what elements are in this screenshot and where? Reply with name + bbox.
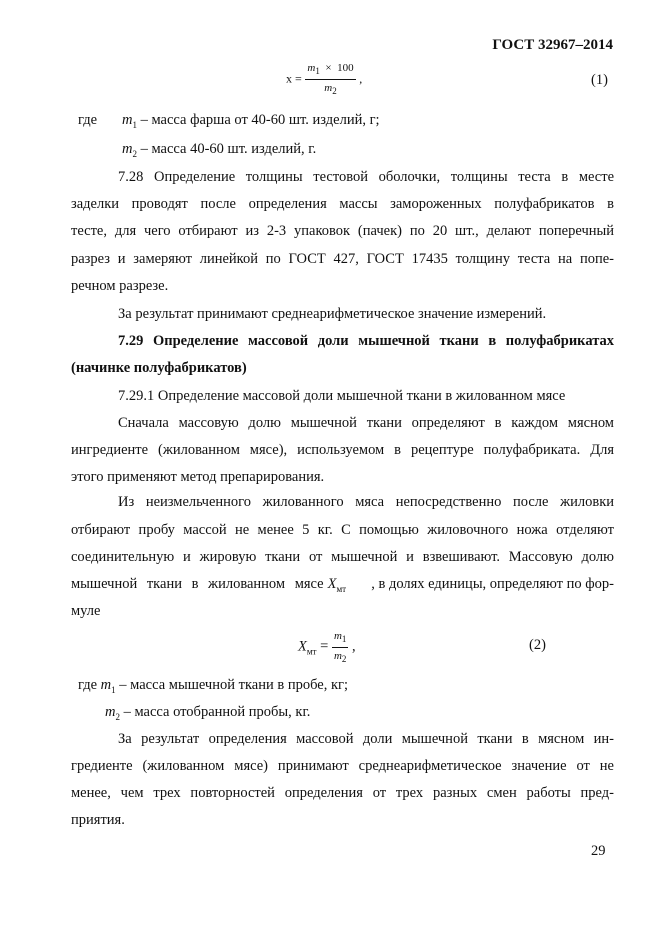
p728-line-5: речном разрезе. (71, 278, 169, 294)
page-number: 29 (591, 843, 606, 859)
where-1-m1-sub: 1 (132, 119, 137, 130)
where-2-m2-sub: 2 (115, 711, 120, 722)
formula-1-number: (1) (591, 72, 608, 88)
where-1-m1-text: – масса фарша от 40-60 шт. изделий, г; (140, 112, 380, 128)
p728-line-2: заделки проводят после определения массы замороженных полуфабрикатов в (71, 196, 614, 212)
formula-1-trail: , (359, 71, 363, 86)
formula-1-num-var: m (307, 62, 316, 74)
h729-line-2: (начинке полуфабрикатов) (71, 360, 247, 376)
pfinal-line-2: гредиенте (жилованном мясе) принимают среднеарифметическое значение от не (71, 758, 614, 774)
psample-line-4 (71, 576, 614, 594)
where-2-m1-text: – масса мышечной ткани в пробе, кг; (119, 677, 348, 693)
where-1-m2-var: m (122, 141, 133, 157)
pfirst-line-2: ингредиенте (жилованном мясе), используемом в рецептуре полуфабриката. Для (71, 442, 614, 458)
formula-1-den-sub: 2 (332, 85, 337, 96)
p728-result: За результат принимают среднеарифметическое значение измерений. (118, 306, 547, 322)
formula-2-den-var: m (333, 649, 342, 662)
p728-line-3: тесте, для чего отбирают из 2-3 упаковок (пачек) по 20 шт., делают поперечный (71, 223, 614, 239)
standard-header: ГОСТ 32967–2014 (492, 37, 613, 53)
formula-2-num-sub: 1 (341, 634, 347, 645)
pfirst-line-1: Сначала массовую долю мышечной ткани определяют в каждом мясном (118, 415, 614, 431)
p7291-heading: 7.29.1 Определение массовой доли мышечной ткани в жилованном мясе (118, 388, 566, 404)
where-1-m1-var: m (122, 112, 133, 128)
formula-2-num-var: m (333, 630, 342, 642)
formula-1-lhs: x = (286, 71, 302, 86)
formula-2-lhs-var: X (298, 638, 307, 655)
formula-2 (298, 630, 356, 664)
formula-1-denominator (305, 80, 355, 97)
where-2-m1-var: m (100, 677, 112, 693)
psample-line-4b: , в долях единицы, определяют по фор- (371, 576, 614, 592)
formula-2-eq: = (320, 638, 329, 655)
where-2-m2-var: m (105, 704, 116, 720)
where-2-m1-sub: 1 (111, 684, 116, 695)
pfinal-line-4: приятия. (71, 812, 125, 828)
formula-1-fraction (305, 62, 355, 96)
formula-2-numerator (332, 630, 348, 648)
formula-2-fraction (332, 630, 348, 664)
p728-line-1: 7.28 Определение толщины тестовой оболочки, толщины теста в месте (118, 169, 614, 185)
xmt-symbol (328, 576, 347, 594)
where-2-m2-text: – масса отобранной пробы, кг. (123, 704, 311, 720)
where-1-m2 (122, 141, 316, 159)
pfirst-line-3: этого применяют метод препарирования. (71, 469, 325, 485)
psample-line-1: Из неизмельченного жилованного мяса непосредственно после жиловки (118, 494, 614, 510)
p728-line-4: разрез и замеряют линейкой по ГОСТ 427, ГОСТ 17435 толщину теста на попе- (71, 251, 614, 267)
psample-line-3: соединительную и жировую ткани от мышечной и взвешивают. Массовую долю (71, 549, 614, 565)
where-2-label: где (78, 677, 98, 693)
formula-1-numerator (305, 62, 355, 80)
where-1-m2-sub: 2 (132, 148, 137, 159)
xmt-var: X (327, 576, 337, 592)
formula-1-hundred: 100 (337, 62, 354, 74)
formula-2-number: (2) (529, 637, 546, 653)
formula-1-times: × (325, 62, 332, 74)
formula-2-denominator (332, 648, 348, 665)
psample-line-4a: мышечной ткани в жилованном мясе (71, 576, 324, 592)
where-1-m2-text: – масса 40-60 шт. изделий, г. (140, 141, 317, 157)
where-2-m1 (78, 677, 348, 695)
pfinal-line-3: менее, чем трех повторностей определения от трех разных смен работы пред- (71, 785, 614, 801)
formula-2-trail: , (352, 638, 356, 655)
psample-line-2: отбирают пробу массой не менее 5 кг. С помощью жиловочного ножа отделяют (71, 522, 614, 538)
xmt-sub: мт (336, 583, 347, 594)
pfinal-line-1: За результат определения массовой доли мышечной ткани в мясном ин- (118, 731, 614, 747)
where-2-m2 (105, 704, 310, 722)
formula-2-lhs-sub: мт (306, 646, 317, 657)
h729-line-1: 7.29 Определение массовой доли мышечной ткани в полуфабрикатах (118, 333, 614, 349)
formula-1-den-var: m (324, 81, 333, 94)
where-1-m1 (122, 112, 380, 130)
formula-1 (286, 62, 362, 96)
where-1-label: где (78, 112, 98, 128)
psample-line-5: муле (71, 603, 101, 619)
formula-1-num-sub: 1 (315, 66, 320, 77)
formula-2-den-sub: 2 (341, 653, 347, 664)
